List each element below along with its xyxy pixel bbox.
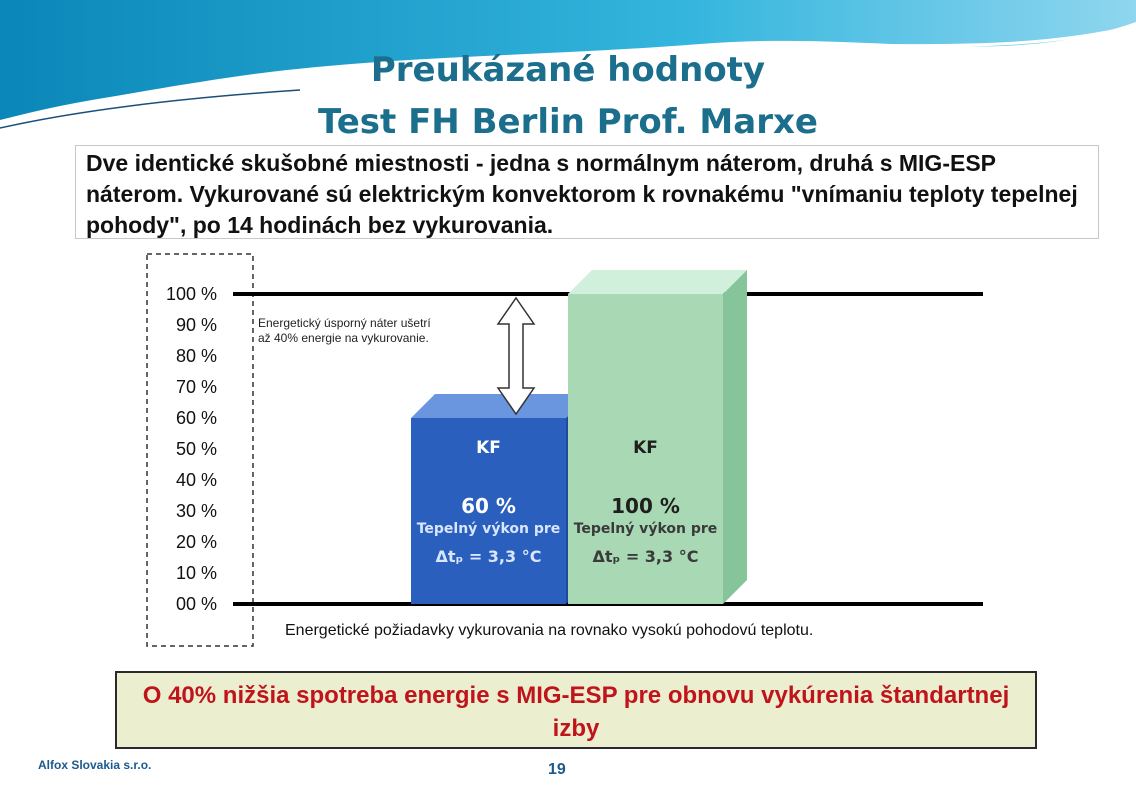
bar-side-2 — [723, 270, 747, 604]
ytick-label: 20 % — [175, 532, 217, 552]
bar-formula: Δtₚ = 3,3 °C — [592, 547, 699, 566]
intro-text: Dve identické skušobné miestnosti - jedna s normálnym náterom, druhá s MIG-ESP náterom. Vykurované sú elektrickým konvektorom k rovnakému "vnímaniu teploty tepelnej pohody", po 14 hodinách bez vykurovania. — [75, 145, 1099, 239]
ytick-label: 40 % — [175, 470, 217, 490]
slide-title-line1: Preukázané hodnoty — [370, 50, 766, 90]
bar-2 — [568, 270, 747, 604]
bar-category-label: KF — [476, 438, 501, 458]
bar-category-label: KF — [633, 438, 658, 458]
ytick-label: 50 % — [175, 439, 217, 459]
ytick-label: 30 % — [175, 501, 217, 521]
ytick-label: 00 % — [175, 594, 217, 614]
double-arrow-icon — [498, 298, 534, 414]
x-axis-label: Energetické požiadavky vykurovania na rovnako vysokú pohodovú teplotu. — [285, 622, 814, 639]
bar-top-2 — [568, 270, 747, 294]
chart-area — [135, 250, 995, 650]
bar-sublabel: Tepelný výkon pre — [416, 521, 561, 537]
ytick-label: 10 % — [175, 563, 217, 583]
ytick-label: 90 % — [175, 315, 217, 335]
bar-sublabel: Tepelný výkon pre — [573, 521, 718, 537]
bar-formula: Δtₚ = 3,3 °C — [435, 547, 542, 566]
ytick-label: 100 % — [165, 284, 217, 304]
company-name: Alfox Slovakia s.r.o. — [38, 758, 152, 772]
bar-1 — [411, 394, 590, 604]
slide-title-line2: Test FH Berlin Prof. Marxe — [318, 102, 818, 142]
conclusion-box: O 40% nižšia spotreba energie s MIG-ESP pre obnovu vykúrenia štandartnej izby — [115, 671, 1037, 749]
annotation-line1: Energetický úsporný náter ušetrí — [258, 316, 431, 330]
bar-chart — [135, 250, 995, 650]
bar-top-1 — [411, 394, 590, 418]
bar-value-label: 100 % — [611, 494, 680, 518]
ytick-label: 70 % — [175, 377, 217, 397]
page-number: 19 — [548, 761, 566, 778]
ytick-label: 60 % — [175, 408, 217, 428]
ytick-label: 80 % — [175, 346, 217, 366]
bar-value-label: 60 % — [461, 494, 516, 518]
annotation-line2: až 40% energie na vykurovanie. — [258, 331, 429, 345]
